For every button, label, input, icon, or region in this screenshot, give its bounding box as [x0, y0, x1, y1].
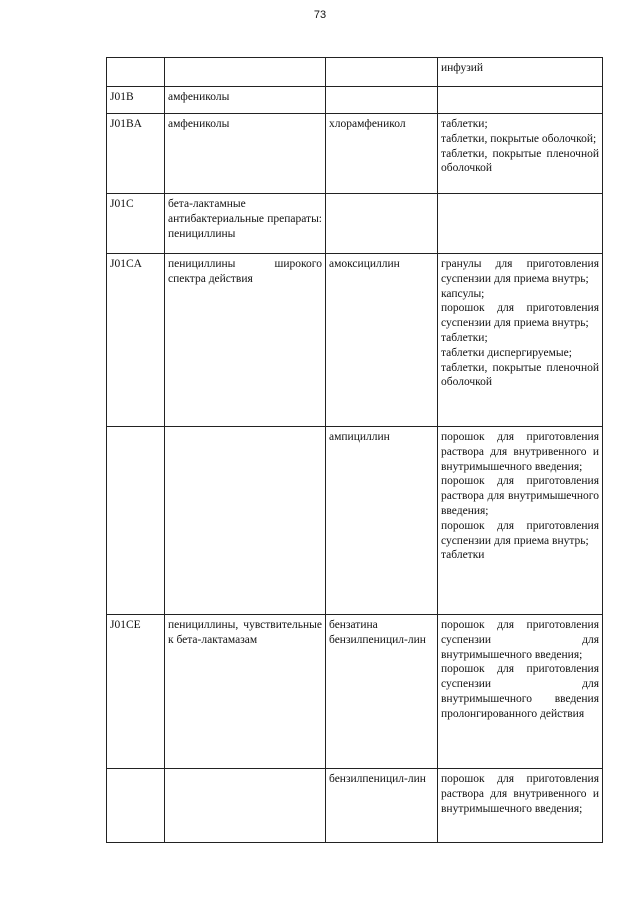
dosage-forms-cell: [438, 427, 603, 615]
table-row: [107, 87, 603, 114]
dosage-form-item: порошок для приготовления раствора для внутривенного и внутримышечного введения;: [441, 431, 599, 473]
table-row: [107, 769, 603, 843]
dosage-form-item: таблетки диспергируемые;: [441, 346, 572, 359]
group-cell: пенициллины широкого спектра действия: [165, 254, 326, 427]
dosage-form-item: гранулы для приготовления суспензии для приема внутрь;: [441, 258, 599, 285]
substance-cell: бензилпеницил-лин: [326, 769, 438, 843]
dosage-form-item: порошок для приготовления суспензии для внутримышечного введения пролонгированного действия: [441, 663, 599, 720]
dosage-forms-cell: [438, 254, 603, 427]
substance-cell: [326, 194, 438, 254]
group-cell: [165, 427, 326, 615]
atc-code-cell: J01CA: [107, 254, 165, 427]
dosage-forms-cell: [438, 194, 603, 254]
substance-cell: хлорамфеникол: [326, 114, 438, 194]
atc-code-cell: [107, 58, 165, 87]
atc-code-cell: J01CE: [107, 615, 165, 769]
dosage-form-item: таблетки, покрытые пленочной оболочкой: [441, 361, 599, 389]
drug-table-body: [107, 58, 603, 843]
dosage-form-item: инфузий: [441, 62, 484, 74]
group-cell: пенициллины, чувствительные к бета-лактамазам: [165, 615, 326, 769]
group-cell: амфениколы: [165, 114, 326, 194]
substance-cell: бензатина бензилпеницил-лин: [326, 615, 438, 769]
dosage-form-item: порошок для приготовления суспензии для приема внутрь;: [441, 302, 599, 330]
dosage-form-item: таблетки: [441, 549, 485, 562]
atc-code-cell: [107, 427, 165, 615]
table-row: [107, 254, 603, 427]
atc-code-cell: J01BA: [107, 114, 165, 194]
substance-cell: [326, 58, 438, 87]
atc-code-cell: J01C: [107, 194, 165, 254]
group-cell: амфениколы: [165, 87, 326, 114]
dosage-forms-cell: [438, 87, 603, 114]
substance-cell: ампициллин: [326, 427, 438, 615]
dosage-forms-cell: [438, 114, 603, 194]
dosage-form-item: таблетки;: [441, 118, 488, 130]
table-row: [107, 427, 603, 615]
atc-code-cell: J01B: [107, 87, 165, 114]
dosage-form-item: капсулы;: [441, 287, 485, 300]
dosage-forms-cell: [438, 58, 603, 87]
group-cell: [165, 769, 326, 843]
dosage-forms-cell: [438, 615, 603, 769]
substance-cell: амоксициллин: [326, 254, 438, 427]
dosage-form-item: порошок для приготовления суспензии для приема внутрь;: [441, 519, 599, 547]
dosage-form-item: порошок для приготовления суспензии для внутримышечного введения;: [441, 619, 599, 661]
dosage-form-item: таблетки;: [441, 331, 488, 344]
substance-cell: [326, 87, 438, 114]
group-cell: бета-лактамные антибактериальные препараты: пенициллины: [165, 194, 326, 254]
drug-table: [106, 57, 603, 843]
dosage-form-item: порошок для приготовления раствора для внутримышечного введения;: [441, 475, 599, 517]
dosage-form-item: таблетки, покрытые пленочной оболочкой: [441, 147, 599, 175]
table-row: [107, 114, 603, 194]
dosage-form-item: таблетки, покрытые оболочкой;: [441, 132, 597, 145]
table-row: [107, 615, 603, 769]
atc-code-cell: [107, 769, 165, 843]
group-cell: [165, 58, 326, 87]
dosage-form-item: порошок для приготовления раствора для внутривенного и внутримышечного введения;: [441, 773, 599, 815]
page-number: 73: [313, 9, 327, 21]
table-row: [107, 194, 603, 254]
dosage-forms-cell: [438, 769, 603, 843]
table-row: [107, 58, 603, 87]
